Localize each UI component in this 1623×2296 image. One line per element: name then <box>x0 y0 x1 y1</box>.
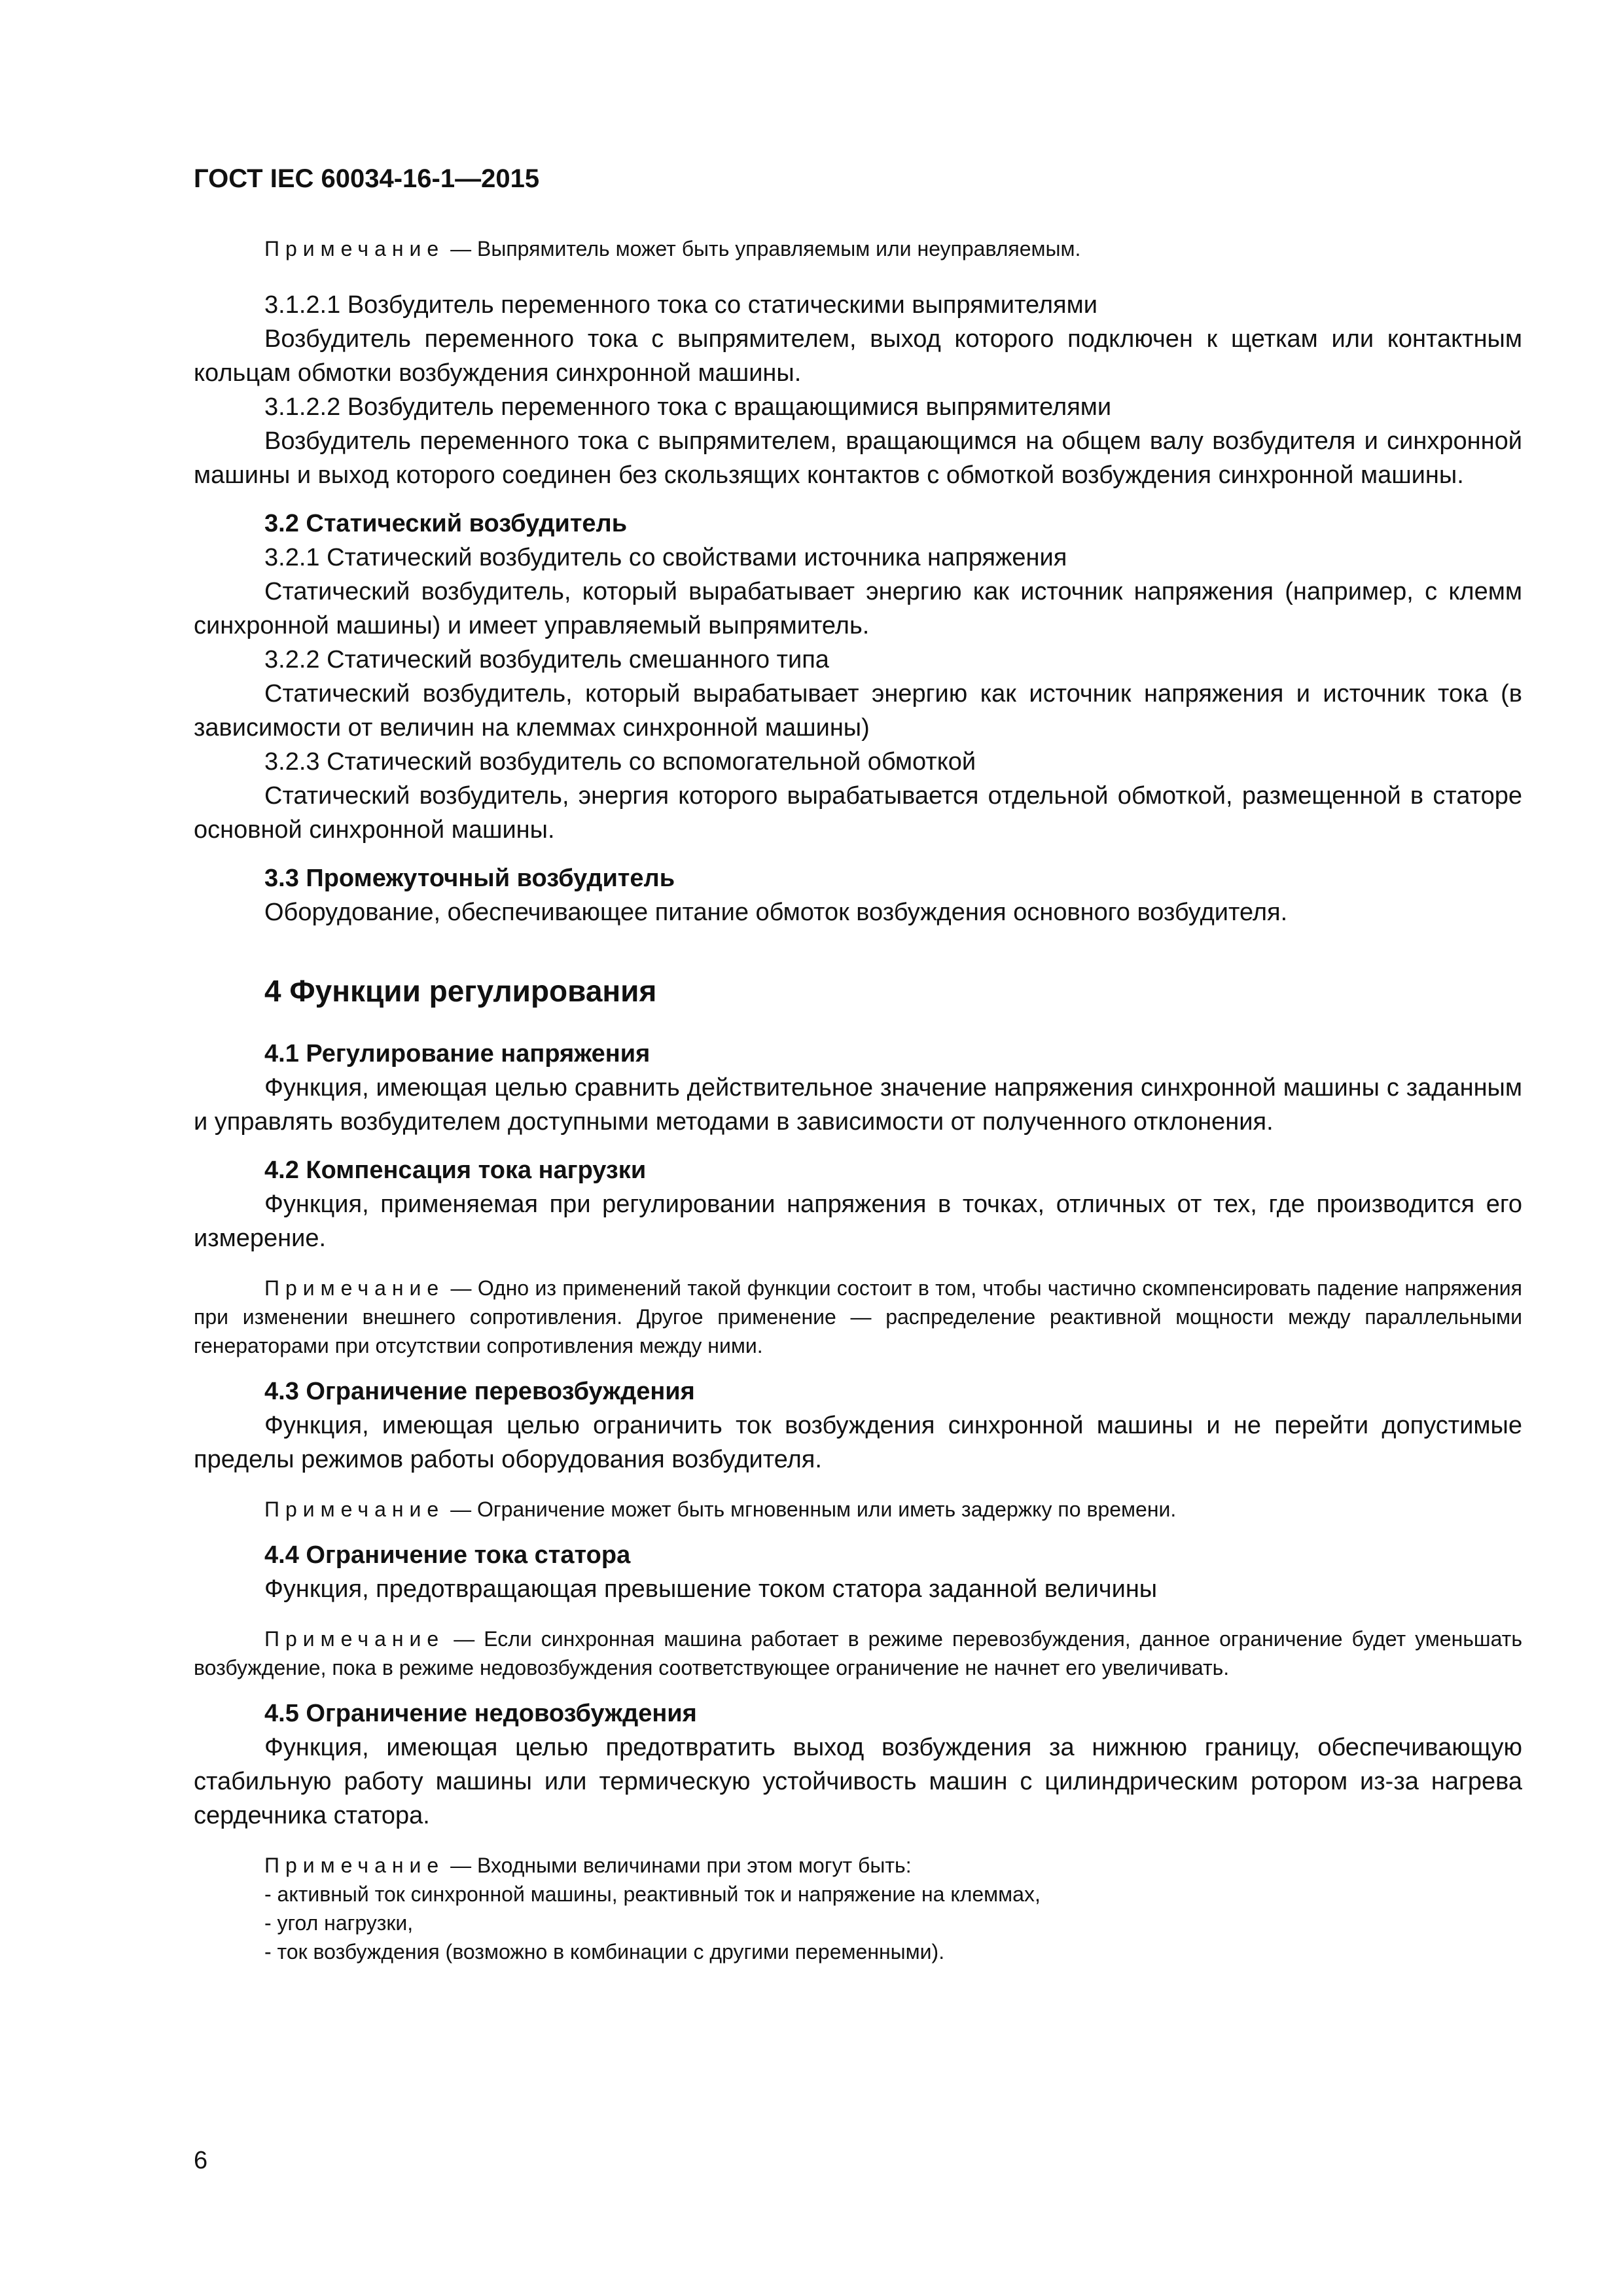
note-paragraph <box>194 1851 1522 1880</box>
note-text: — Входными величинами при этом могут быть: <box>444 1854 912 1877</box>
note-text: — Если синхронная машина работает в режиме перевозбуждения, данное ограничение будет уменьшать возбуждение, пока в режиме недовозбуждения соответствующее ограничение не начнет его увеличивать. <box>194 1627 1522 1679</box>
term-heading: 3.2.2 Статический возбудитель смешанного типа <box>264 646 829 673</box>
term-definition: Оборудование, обеспечивающее питание обмоток возбуждения основного возбудителя. <box>264 899 1288 926</box>
subsection-heading: 4.1 Регулирование напряжения <box>264 1040 651 1067</box>
note-label: Примечание <box>264 1854 445 1877</box>
note-text: — Одно из применений такой функции состоит в том, чтобы частично скомпенсировать падение напряжения при изменении внешнего сопротивления. Другое применение — распределение реактивной мощности между параллельными генераторами при отсутствии сопротивления между ними. <box>194 1276 1522 1357</box>
term-definition: Возбудитель переменного тока с выпрямителем, вращающимся на общем валу возбудителя и синхронной машины и выход которого соединен без скользящих контактов с обмоткой возбуждения синхронной машины. <box>194 427 1522 489</box>
term-definition: Функция, имеющая целью сравнить действительное значение напряжения синхронной машины с заданным и управлять возбудителем доступными методами в зависимости от полученного отклонения. <box>194 1074 1522 1136</box>
note-label: Примечание <box>264 1276 445 1300</box>
page-number: 6 <box>194 2147 208 2174</box>
term-definition: Статический возбудитель, который вырабатывает энергию как источник напряжения (например, с клемм синхронной машины) и имеет управляемый выпрямитель. <box>194 578 1522 639</box>
subsection-heading: 4.2 Компенсация тока нагрузки <box>264 1157 647 1184</box>
note-list-item: - активный ток синхронной машины, реактивный ток и напряжение на клеммах, <box>264 1882 1041 1906</box>
note-text: — Ограничение может быть мгновенным или иметь задержку по времени. <box>444 1498 1177 1521</box>
note-paragraph <box>194 234 1522 263</box>
note-label: Примечание <box>264 1627 445 1651</box>
term-definition: Функция, предотвращающая превышение током статора заданной величины <box>264 1575 1158 1603</box>
term-heading: 3.2.1 Статический возбудитель со свойствами источника напряжения <box>264 544 1067 571</box>
note-paragraph <box>194 1495 1522 1524</box>
subsection-heading: 4.3 Ограничение перевозбуждения <box>264 1378 695 1405</box>
note-paragraph <box>194 1274 1522 1360</box>
term-definition: Статический возбудитель, который вырабатывает энергию как источник напряжения и источник тока (в зависимости от величин на клеммах синхронной машины) <box>194 680 1522 742</box>
note-text: — Выпрямитель может быть управляемым или неуправляемым. <box>444 237 1081 260</box>
note-label: Примечание <box>264 1498 445 1521</box>
term-definition: Статический возбудитель, энергия которого вырабатывается отдельной обмоткой, размещенной в статоре основной синхронной машины. <box>194 782 1522 844</box>
note-list-item: - ток возбуждения (возможно в комбинации с другими переменными). <box>264 1940 945 1964</box>
subsection-heading: 3.2 Статический возбудитель <box>264 510 628 537</box>
note-paragraph <box>194 1624 1522 1682</box>
term-definition: Возбудитель переменного тока с выпрямителем, выход которого подключен к щеткам или контактным кольцам обмотки возбуждения синхронной машины. <box>194 325 1522 387</box>
term-heading: 3.1.2.1 Возбудитель переменного тока со статическими выпрямителями <box>264 291 1097 319</box>
term-definition: Функция, применяемая при регулировании напряжения в точках, отличных от тех, где производится его измерение. <box>194 1191 1522 1252</box>
document-header: ГОСТ IEC 60034-16-1—2015 <box>194 164 540 193</box>
term-definition: Функция, имеющая целью ограничить ток возбуждения синхронной машины и не перейти допустимые пределы режимов работы оборудования возбудителя. <box>194 1412 1522 1473</box>
term-heading: 3.2.3 Статический возбудитель со вспомогательной обмоткой <box>264 748 976 776</box>
subsection-heading: 4.4 Ограничение тока статора <box>264 1541 631 1569</box>
term-heading: 3.1.2.2 Возбудитель переменного тока с вращающимися выпрямителями <box>264 393 1112 421</box>
subsection-heading: 4.5 Ограничение недовозбуждения <box>264 1700 697 1727</box>
note-list-item: - угол нагрузки, <box>264 1911 414 1935</box>
term-definition: Функция, имеющая целью предотвратить выход возбуждения за нижнюю границу, обеспечивающую стабильную работу машины или термическую устойчивость машин с цилиндрическим ротором из-за нагрева сердечника статора. <box>194 1734 1522 1829</box>
page-content <box>194 162 1522 1966</box>
subsection-heading: 3.3 Промежуточный возбудитель <box>264 865 675 892</box>
note-label: Примечание <box>264 237 445 260</box>
section-heading: 4 Функции регулирования <box>264 974 657 1008</box>
